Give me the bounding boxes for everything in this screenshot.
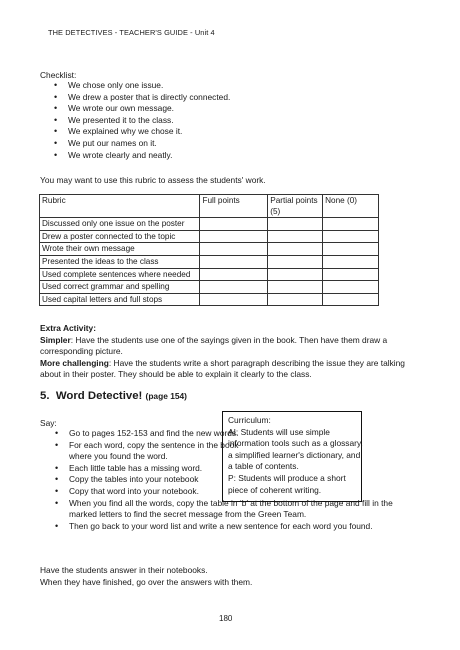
rubric-cell <box>268 293 323 306</box>
rubric-row <box>40 293 379 306</box>
rubric-criterion: Used capital letters and full stops <box>40 293 200 306</box>
closing-line: When they have finished, go over the answers with them. <box>40 576 253 587</box>
rubric-header-cell: Rubric <box>40 195 200 218</box>
rubric-table <box>39 194 379 306</box>
curriculum-line: piece of coherent writing. <box>228 484 322 495</box>
extra-simpler-label: Simpler <box>40 334 71 345</box>
section-page-ref: (page 154) <box>145 391 187 401</box>
say-label: Say: <box>40 418 57 428</box>
rubric-cell <box>200 281 268 294</box>
rubric-cell <box>200 230 268 243</box>
rubric-row <box>40 268 379 281</box>
rubric-cell <box>200 268 268 281</box>
rubric-header-cell: None (0) <box>323 195 379 218</box>
curriculum-line: P: Students will produce a short <box>228 472 346 483</box>
rubric-cell <box>268 268 323 281</box>
curriculum-line: Curriculum: <box>228 415 271 425</box>
instruction-item: • Copy that word into your notebook. <box>40 486 254 498</box>
checklist-item: • We explained why we chose it. <box>40 126 400 138</box>
checklist <box>40 80 400 161</box>
instruction-item: • Each little table has a missing word. <box>40 463 254 475</box>
rubric-criterion: Wrote their own message <box>40 243 200 256</box>
instruction-item: • Copy the tables into your notebook <box>40 474 254 486</box>
closing-text <box>40 565 425 588</box>
checklist-item: • We wrote our own message. <box>40 103 400 115</box>
rubric-criterion: Used complete sentences where needed <box>40 268 200 281</box>
rubric-cell <box>323 281 379 294</box>
checklist-title: Checklist: <box>40 70 77 80</box>
rubric-cell <box>268 230 323 243</box>
rubric-cell <box>268 218 323 231</box>
rubric-header-row <box>40 195 379 218</box>
rubric-row <box>40 281 379 294</box>
curriculum-line: AI: Students will use simple <box>228 426 330 437</box>
rubric-cell <box>200 255 268 268</box>
rubric-cell <box>323 268 379 281</box>
rubric-row <box>40 218 379 231</box>
extra-activity <box>40 323 425 381</box>
running-header: THE DETECTIVES - TEACHER'S GUIDE - Unit 4 <box>48 28 215 37</box>
instruction-item: • For each word, copy the sentence in the book where you found the word. <box>40 440 254 463</box>
checklist-item: • We put our names on it. <box>40 138 400 150</box>
closing-line: Have the students answer in their notebooks. <box>40 565 208 575</box>
instruction-item: • Then go back to your word list and write a new sentence for each word you found. <box>40 521 420 533</box>
rubric-intro: You may want to use this rubric to assess the students' work. <box>40 175 266 185</box>
rubric-cell <box>268 255 323 268</box>
checklist-item: • We chose only one issue. <box>40 80 400 92</box>
page-number: 180 <box>219 614 233 623</box>
curriculum-line: a table of contents. <box>228 461 299 472</box>
extra-simpler-text: : Have the students use one of the sayings given in the book. Then have them draw a corresponding picture. <box>40 334 388 357</box>
rubric-header-cell: Partial points (5) <box>268 195 323 218</box>
rubric-cell <box>268 281 323 294</box>
rubric-cell <box>268 243 323 256</box>
curriculum-line: a simplified learner's dictionary, and <box>228 449 361 460</box>
rubric-cell <box>323 218 379 231</box>
extra-challenging-text: : Have the students write a short paragraph describing the issue they are talking about in their poster. They should be able to explain it clearly to the class. <box>40 357 405 380</box>
rubric-criterion: Used correct grammar and spelling <box>40 281 200 294</box>
rubric-header-cell: Full points <box>200 195 268 218</box>
extra-challenging-label: More challenging <box>40 357 109 368</box>
instruction-list <box>40 428 420 532</box>
section-title: Word Detective! <box>55 390 143 402</box>
section-number: 5. <box>40 390 50 402</box>
instruction-item: • When you find all the words, copy the table in ‘b’ at the bottom of the page and fill in the marked letters to find the secret message from the Green Team. <box>40 498 420 521</box>
rubric-cell <box>323 293 379 306</box>
checklist-item: • We wrote clearly and neatly. <box>40 150 400 162</box>
rubric-cell <box>200 243 268 256</box>
checklist-item: • We drew a poster that is directly connected. <box>40 92 400 104</box>
extra-simpler <box>40 335 425 358</box>
rubric-criterion: Drew a poster connected to the topic <box>40 230 200 243</box>
rubric-criterion: Presented the ideas to the class <box>40 255 200 268</box>
rubric-criterion: Discussed only one issue on the poster <box>40 218 200 231</box>
rubric-cell <box>323 230 379 243</box>
instruction-item: • Go to pages 152-153 and find the new words. <box>40 428 254 440</box>
rubric-cell <box>200 293 268 306</box>
rubric-row <box>40 230 379 243</box>
extra-activity-title: Extra Activity: <box>40 323 97 333</box>
curriculum-line: information tools such as a glossary, <box>228 438 363 449</box>
checklist-item: • We presented it to the class. <box>40 115 400 127</box>
rubric-row <box>40 243 379 256</box>
rubric-row <box>40 255 379 268</box>
rubric-cell <box>200 218 268 231</box>
section-heading <box>40 391 187 403</box>
extra-challenging <box>40 358 425 381</box>
rubric-cell <box>323 255 379 268</box>
rubric-cell <box>323 243 379 256</box>
